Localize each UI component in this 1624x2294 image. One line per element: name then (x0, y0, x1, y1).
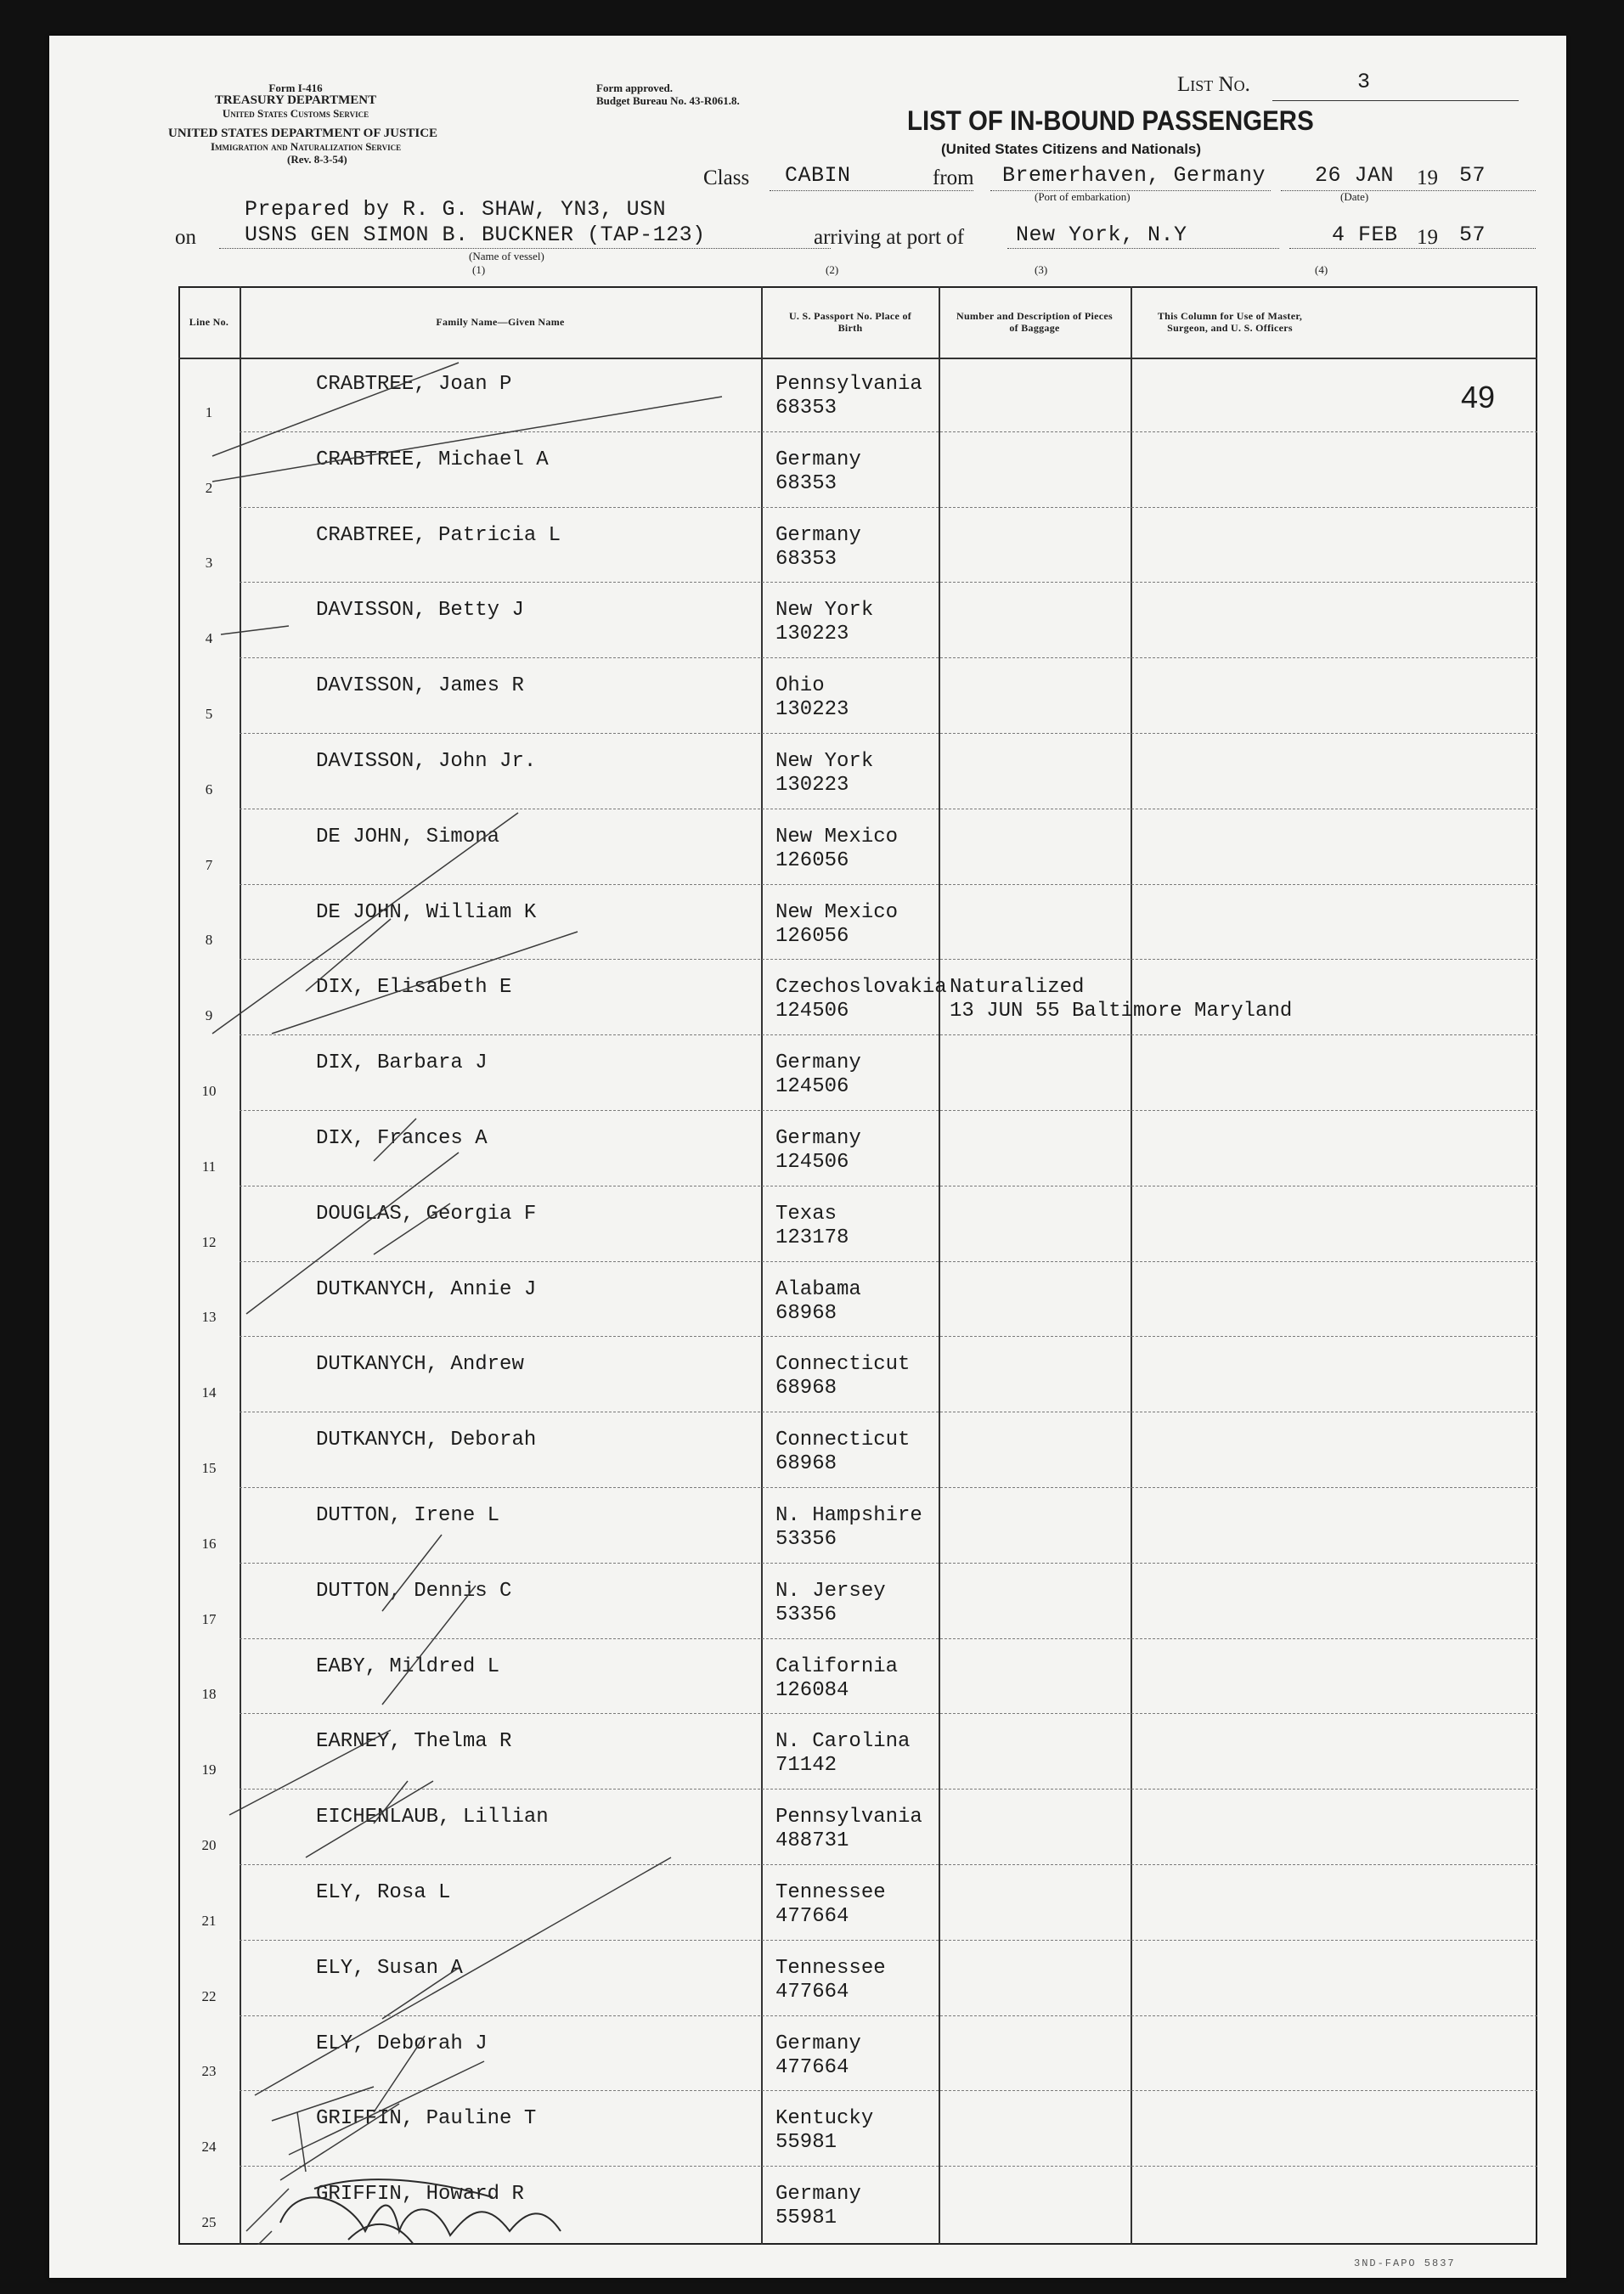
footer-code: 3ND-FAPO 5837 (1354, 2257, 1456, 2269)
passenger-name: GRIFFIN, Pauline T (316, 2107, 537, 2131)
baggage-note: Naturalized (950, 976, 1085, 1000)
row-line-number: 17 (201, 1610, 217, 1627)
place-of-birth: Germany (775, 2032, 861, 2055)
place-of-birth: Texas (775, 1202, 837, 1226)
passport-number: 124506 (775, 1075, 849, 1099)
passport-number: 53356 (775, 1603, 837, 1626)
passport-number: 126056 (775, 924, 849, 948)
passenger-name: DOUGLAS, Georgia F (316, 1202, 537, 1226)
departure-date: 26 JAN (1315, 163, 1395, 188)
place-of-birth: Germany (775, 448, 861, 471)
col-marker-2: (2) (826, 263, 839, 276)
place-of-birth: New York (775, 599, 874, 623)
arrival-year-prefix: 19 (1417, 226, 1438, 249)
passenger-name: CRABTREE, Patricia L (316, 523, 561, 547)
row-line-number: 9 (205, 1007, 213, 1024)
passport-number: 68353 (775, 397, 837, 420)
prepared-by: Prepared by R. G. SHAW, YN3, USN (245, 197, 667, 222)
passport-number: 124506 (775, 1151, 849, 1174)
list-no-label: List No. (1177, 73, 1250, 96)
passport-number: 126056 (775, 848, 849, 872)
row-line-number: 5 (205, 705, 213, 722)
place-of-birth: Germany (775, 2183, 861, 2207)
page-subtitle: (United States Citizens and Nationals) (941, 141, 1202, 157)
row-line-number: 25 (201, 2213, 217, 2230)
row-line-number: 12 (201, 1233, 217, 1250)
passenger-name: CRABTREE, Joan P (316, 373, 512, 396)
arriving-label: arriving at port of (814, 226, 965, 249)
passenger-table (178, 286, 1537, 2245)
passenger-name: DIX, Frances A (316, 1127, 488, 1150)
place-of-birth: Germany (775, 1127, 861, 1150)
passport-number: 68968 (775, 1377, 837, 1401)
row-line-number: 14 (201, 1384, 217, 1401)
departure-year-prefix: 19 (1417, 166, 1438, 189)
row-line-number: 2 (205, 479, 213, 496)
passport-number: 477664 (775, 2055, 849, 2079)
row-line-number: 18 (201, 1686, 217, 1703)
passport-number: 55981 (775, 2207, 837, 2230)
arrival-date: 4 FEB (1332, 223, 1398, 247)
naturalization-note: 13 JUN 55 Baltimore Maryland (950, 1000, 1293, 1023)
passport-number: 68353 (775, 547, 837, 571)
place-of-birth: California (775, 1654, 899, 1678)
passenger-name: DUTKANYCH, Andrew (316, 1353, 524, 1377)
col-header-line-no: Line No. (189, 316, 229, 328)
passenger-name: DIX, Elisabeth E (316, 976, 512, 1000)
place-of-birth: Tennessee (775, 1881, 886, 1904)
passenger-name: DUTTON, Dennis C (316, 1579, 512, 1603)
page-title: LIST OF IN-BOUND PASSENGERS (907, 105, 1314, 136)
passport-number: 68968 (775, 1301, 837, 1325)
form-approved: Form approved. (596, 82, 674, 94)
passport-number: 71142 (775, 1754, 837, 1778)
document-sheet (49, 36, 1566, 2278)
row-line-number: 15 (201, 1459, 217, 1476)
row-line-number: 3 (205, 555, 213, 572)
place-of-birth: Ohio (775, 674, 825, 698)
row-line-number: 1 (205, 403, 213, 420)
place-of-birth: Germany (775, 1051, 861, 1075)
col-header-officers: This Column for Use of Master, Surgeon, and U. S. Officers (1157, 310, 1303, 334)
passport-number: 124506 (775, 1000, 849, 1023)
handwritten-check-marks (178, 286, 1537, 2245)
passenger-name: DE JOHN, William K (316, 900, 537, 924)
list-no-value: 3 (1357, 70, 1371, 94)
place-of-birth: Tennessee (775, 1956, 886, 1980)
row-line-number: 7 (205, 856, 213, 873)
on-label: on (175, 226, 196, 249)
arrival-port: New York, N.Y (1016, 223, 1187, 247)
place-of-birth: New York (775, 750, 874, 773)
place-of-birth: N. Hampshire (775, 1504, 922, 1527)
place-of-birth: Kentucky (775, 2107, 874, 2131)
place-of-birth: Alabama (775, 1277, 861, 1301)
justice-block (168, 127, 542, 166)
passenger-name: DIX, Barbara J (316, 1051, 488, 1075)
passport-number: 477664 (775, 1980, 849, 2004)
passport-number: 68353 (775, 471, 837, 495)
passenger-name: ELY, Rosa L (316, 1881, 451, 1904)
row-line-number: 21 (201, 1912, 217, 1929)
ins-service: Immigration and Naturalization Service (211, 140, 402, 153)
approval-block (596, 82, 740, 107)
arrival-year: 57 (1459, 223, 1486, 247)
row-line-number: 6 (205, 781, 213, 798)
row-line-number: 13 (201, 1309, 217, 1326)
signature-scrawl (280, 2179, 561, 2245)
row-line-number: 4 (205, 630, 213, 647)
customs-service: United States Customs Service (222, 107, 369, 120)
passenger-name: DUTKANYCH, Annie J (316, 1277, 537, 1301)
place-of-birth: Pennsylvania (775, 373, 922, 396)
passport-number: 130223 (775, 698, 849, 722)
budget-bureau: Budget Bureau No. 43-R061.8. (596, 94, 740, 107)
class-value: CABIN (785, 163, 851, 188)
class-label: Class (703, 166, 750, 189)
passenger-name: DAVISSON, Betty J (316, 599, 524, 623)
place-of-birth: Connecticut (775, 1353, 911, 1377)
place-of-birth: Connecticut (775, 1429, 911, 1452)
passport-number: 488731 (775, 1829, 849, 1853)
col-header-name: Family Name—Given Name (436, 316, 565, 328)
revision: (Rev. 8-3-54) (287, 153, 347, 166)
form-number: Form I-416 (268, 82, 323, 94)
col-header-baggage: Number and Description of Pieces of Baggage (956, 310, 1114, 334)
row-line-number: 24 (201, 2139, 217, 2156)
passport-number: 477664 (775, 1905, 849, 1928)
vessel-caption: (Name of vessel) (469, 250, 544, 262)
place-of-birth: Czechoslovakia (775, 976, 947, 1000)
passenger-name: DAVISSON, John Jr. (316, 750, 537, 773)
passenger-name: DUTTON, Irene L (316, 1504, 500, 1527)
passenger-name: GRIFFIN, Howard R (316, 2183, 524, 2207)
passport-number: 68968 (775, 1452, 837, 1476)
row-line-number: 11 (201, 1158, 217, 1175)
place-of-birth: New Mexico (775, 900, 899, 924)
passport-number: 53356 (775, 1528, 837, 1551)
place-of-birth: Pennsylvania (775, 1806, 922, 1829)
port-caption: (Port of embarkation) (1035, 190, 1131, 203)
row-line-number: 16 (201, 1535, 217, 1552)
treasury-dept: TREASURY DEPARTMENT (214, 93, 377, 107)
passenger-name: EARNEY, Thelma R (316, 1730, 512, 1754)
place-of-birth: New Mexico (775, 825, 899, 848)
passenger-name: CRABTREE, Michael A (316, 448, 549, 471)
passport-number: 123178 (775, 1226, 849, 1249)
officer-mark: 49 (1461, 380, 1496, 414)
row-line-number: 19 (201, 1761, 217, 1778)
passport-number: 126084 (775, 1678, 849, 1702)
col-marker-1: (1) (472, 263, 486, 276)
row-line-number: 23 (201, 2063, 217, 2080)
justice-dept: UNITED STATES DEPARTMENT OF JUSTICE (168, 127, 438, 140)
place-of-birth: N. Carolina (775, 1730, 911, 1754)
col-marker-4: (4) (1315, 263, 1328, 276)
from-value: Bremerhaven, Germany (1002, 163, 1266, 188)
row-line-number: 20 (201, 1836, 217, 1853)
vessel-name: USNS GEN SIMON B. BUCKNER (TAP-123) (245, 223, 706, 247)
passenger-name: DAVISSON, James R (316, 674, 524, 698)
passenger-name: ELY, Susan A (316, 1956, 463, 1980)
from-label: from (933, 166, 974, 189)
passenger-name: EABY, Mildred L (316, 1654, 500, 1678)
place-of-birth: Germany (775, 523, 861, 547)
passenger-name: EICHENLAUB, Lillian (316, 1806, 549, 1829)
passport-number: 130223 (775, 774, 849, 797)
form-block (168, 82, 423, 120)
passport-number: 55981 (775, 2131, 837, 2155)
date-caption: (Date) (1340, 190, 1369, 203)
row-line-number: 8 (205, 932, 213, 949)
passenger-name: ELY, Deborah J (316, 2032, 488, 2055)
col-header-passport: U. S. Passport No. Place of Birth (788, 310, 912, 334)
departure-year: 57 (1459, 163, 1486, 188)
passenger-name: DE JOHN, Simona (316, 825, 500, 848)
row-line-number: 10 (201, 1082, 217, 1099)
row-line-number: 22 (201, 1987, 217, 2004)
passenger-name: DUTKANYCH, Deborah (316, 1429, 537, 1452)
passport-number: 130223 (775, 623, 849, 646)
col-marker-3: (3) (1035, 263, 1048, 276)
place-of-birth: N. Jersey (775, 1579, 886, 1603)
